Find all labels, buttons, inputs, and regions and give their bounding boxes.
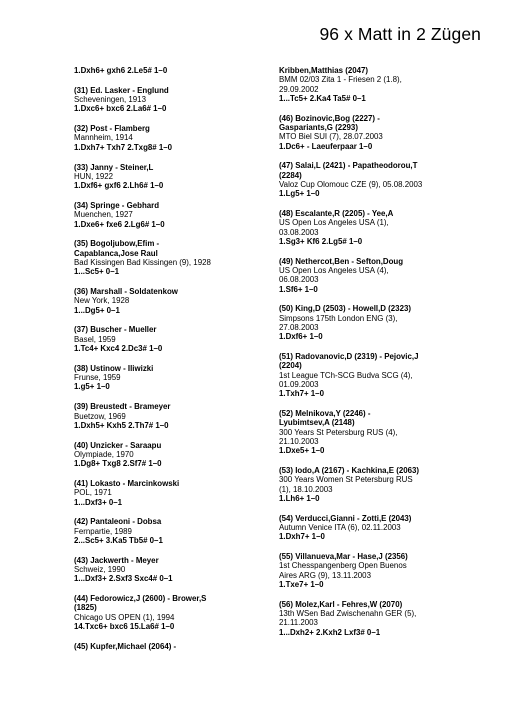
entry-heading-line: 1.Dxc6+ bxc6 2.La6# 1–0 xyxy=(74,104,167,114)
game-entry xyxy=(74,124,284,152)
entry-heading-line: 14.Txc6+ bxc6 15.La6# 1–0 xyxy=(74,622,175,632)
game-entry xyxy=(279,209,491,246)
entry-detail-line: 21.11.2003 xyxy=(279,618,318,628)
entry-detail-line: Basel, 1959 xyxy=(74,334,116,344)
entry-detail-line: MTO Biel SUI (7), 28.07.2003 xyxy=(279,132,383,142)
entry-heading-line: (52) Melnikova,Y (2246) - xyxy=(279,409,371,419)
entry-heading-line: (33) Janny - Steiner,L xyxy=(74,162,154,172)
game-entry xyxy=(279,161,491,198)
entry-heading-line: 1.Dxh6+ gxh6 2.Le5# 1–0 xyxy=(74,66,168,75)
entry-detail-line: US Open Los Angeles USA (4), xyxy=(279,266,389,276)
entry-detail-line: Muenchen, 1927 xyxy=(74,210,133,220)
entry-heading-line: 1.Dc6+ - Laeuferpaar 1–0 xyxy=(279,141,373,151)
game-entry xyxy=(279,552,491,589)
entry-detail-line: Fernpartie, 1989 xyxy=(74,526,132,536)
entry-heading-line: (49) Nethercot,Ben - Sefton,Doug xyxy=(279,256,404,266)
entry-heading-line: (1825) xyxy=(74,603,97,613)
entry-heading-line: (45) Kupfer,Michael (2064) - xyxy=(74,641,177,651)
game-entry xyxy=(279,257,491,294)
entry-detail-line: 06.08.2003 xyxy=(279,275,319,285)
game-entry xyxy=(74,517,284,545)
left-column xyxy=(74,66,284,662)
entry-detail-line: Scheveningen, 1913 xyxy=(74,95,146,105)
entry-heading-line: Capablanca,Jose Raul xyxy=(74,248,158,258)
entry-detail-line: Autumn Venice ITA (6), 02.11.2003 xyxy=(279,523,401,533)
entry-heading-line: 1.Tc4+ Kxc4 2.Dc3# 1–0 xyxy=(74,344,163,354)
right-column xyxy=(279,66,491,648)
game-entry xyxy=(74,66,284,75)
entry-heading-line: (42) Pantaleoni - Dobsa xyxy=(74,517,162,527)
entry-heading-line: 1...Dg5+ 0–1 xyxy=(74,305,120,315)
entry-heading-line: 1.Lh6+ 1–0 xyxy=(279,493,320,503)
entry-heading-line: 1...Tc5+ 2.Ka4 Ta5# 0–1 xyxy=(279,93,366,103)
entry-heading-line: (31) Ed. Lasker - Englund xyxy=(74,85,169,95)
entry-detail-line: Schweiz, 1990 xyxy=(74,565,126,575)
entry-heading-line: (56) Molez,Karl - Fehres,W (2070) xyxy=(279,599,403,609)
game-entry xyxy=(279,304,491,341)
entry-detail-line: BMM 02/03 Zita 1 - Friesen 2 (1.8), xyxy=(279,75,402,85)
entry-detail-line: 27.08.2003 xyxy=(279,323,319,333)
entry-heading-line: (2204) xyxy=(279,361,302,371)
entry-detail-line: Aires ARG (9), 13.11.2003 xyxy=(279,570,371,580)
game-entry xyxy=(74,163,284,191)
entry-heading-line: Lyubimtsev,A (2148) xyxy=(279,418,355,428)
game-entry xyxy=(279,114,491,151)
entry-heading-line: (54) Verducci,Gianni - Zotti,E (2043) xyxy=(279,513,412,523)
entry-detail-line: Simpsons 175th London ENG (3), xyxy=(279,313,398,323)
entry-detail-line: New York, 1928 xyxy=(74,296,130,306)
game-entry xyxy=(279,466,491,503)
game-entry xyxy=(74,86,284,114)
game-entry xyxy=(279,352,491,398)
entry-heading-line: 1.Dxh7+ Txh7 2.Txg8# 1–0 xyxy=(74,142,173,152)
entry-heading-line: (46) Bozinovic,Bog (2227) - xyxy=(279,113,380,123)
entry-detail-line: 21.10.2003 xyxy=(279,437,319,446)
entry-heading-line: 2...Sc5+ 3.Ka5 Tb5# 0–1 xyxy=(74,535,163,545)
entry-heading-line: 1.g5+ 1–0 xyxy=(74,382,110,392)
game-entry xyxy=(279,66,491,103)
entry-heading-line: 1.Sf6+ 1–0 xyxy=(279,284,318,294)
entry-detail-line: Buetzow, 1969 xyxy=(74,411,126,421)
entry-heading-line: (44) Fedorowicz,J (2600) - Brower,S xyxy=(74,594,207,604)
entry-heading-line: (55) Villanueva,Mar - Hase,J (2356) xyxy=(279,552,408,562)
entry-detail-line: Mannheim, 1914 xyxy=(74,133,133,143)
entry-heading-line: 1...Sc5+ 0–1 xyxy=(74,267,119,277)
entry-heading-line: 1.Dxh7+ 1–0 xyxy=(279,532,325,542)
entry-heading-line: 1...Dxh2+ 2.Kxh2 Lxf3# 0–1 xyxy=(279,627,381,637)
entry-heading-line: 1.Dg8+ Txg8 2.Sf7# 1–0 xyxy=(74,459,162,469)
entry-detail-line: Olympiade, 1970 xyxy=(74,449,134,459)
game-entry xyxy=(74,402,284,430)
game-entry xyxy=(279,600,491,637)
game-entry xyxy=(74,594,284,631)
entry-heading-line: (41) Lokasto - Marcinkowski xyxy=(74,479,180,488)
entry-detail-line: 300 Years Women St Petersburg RUS xyxy=(279,475,413,485)
entry-detail-line: 1st League TCh-SCG Budva SCG (4), xyxy=(279,370,413,380)
entry-detail-line: 1st Chesspangenberg Open Buenos xyxy=(279,561,407,571)
entry-heading-line: (51) Radovanovic,D (2319) - Pejovic,J xyxy=(279,352,419,362)
entry-detail-line: (1), 18.10.2003 xyxy=(279,484,333,494)
entry-heading-line: (38) Ustinow - Iliwizki xyxy=(74,363,154,373)
entry-heading-line: (53) Iodo,A (2167) - Kachkina,E (2063) xyxy=(279,466,420,476)
game-entry xyxy=(74,201,284,229)
entry-detail-line: HUN, 1922 xyxy=(74,171,114,181)
entry-heading-line: 1.Txe7+ 1–0 xyxy=(279,580,324,590)
game-entry xyxy=(74,441,284,469)
entry-heading-line: 1.Sg3+ Kf6 2.Lg5# 1–0 xyxy=(279,236,363,246)
game-entry xyxy=(74,239,284,276)
entry-heading-line: Gaspariants,G (2293) xyxy=(279,122,358,132)
entry-detail-line: 01.09.2003 xyxy=(279,380,319,390)
entry-detail-line: 03.08.2003 xyxy=(279,227,319,237)
game-entry xyxy=(279,409,491,455)
game-entry xyxy=(74,556,284,584)
entry-heading-line: Kribben,Matthias (2047) xyxy=(279,66,369,75)
entry-heading-line: (39) Breustedt - Brameyer xyxy=(74,402,171,412)
game-entry xyxy=(74,479,284,507)
entry-heading-line: (37) Buscher - Mueller xyxy=(74,325,157,335)
entry-heading-line: (40) Unzicker - Saraapu xyxy=(74,440,162,450)
entry-detail-line: 29.09.2002 xyxy=(279,84,319,94)
entry-heading-line: 1.Lg5+ 1–0 xyxy=(279,189,320,199)
entry-heading-line: (2284) xyxy=(279,170,302,180)
entry-heading-line: 1...Dxf3+ 0–1 xyxy=(74,497,123,507)
entry-detail-line: 300 Years St Petersburg RUS (4), xyxy=(279,427,398,437)
game-entry xyxy=(74,364,284,392)
entry-heading-line: (36) Marshall - Soldatenkow xyxy=(74,287,178,297)
entry-detail-line: POL, 1971 xyxy=(74,488,112,498)
entry-heading-line: 1.Dxe6+ fxe6 2.Lg6# 1–0 xyxy=(74,219,165,229)
entry-detail-line: Frunse, 1959 xyxy=(74,373,121,383)
entry-heading-line: (48) Escalante,R (2205) - Yee,A xyxy=(279,209,394,219)
entry-heading-line: 1...Dxf3+ 2.Sxf3 Sxc4# 0–1 xyxy=(74,574,173,584)
entry-heading-line: 1.Dxf6+ 1–0 xyxy=(279,332,323,342)
entry-heading-line: (43) Jackwerth - Meyer xyxy=(74,555,159,565)
game-entry xyxy=(279,514,491,542)
game-entry xyxy=(74,287,284,315)
entry-heading-line: 1.Dxe5+ 1–0 xyxy=(279,446,325,456)
entry-heading-line: (47) Salai,L (2421) - Papatheodorou,T xyxy=(279,161,418,171)
page-title: 96 x Matt in 2 Zügen xyxy=(319,24,481,44)
entry-heading-line: (35) Bogoljubow,Efim - xyxy=(74,239,160,249)
entry-detail-line: Chicago US OPEN (1), 1994 xyxy=(74,612,175,622)
game-entry xyxy=(74,325,284,353)
entry-heading-line: (34) Springe - Gebhard xyxy=(74,200,160,210)
entry-heading-line: (32) Post - Flamberg xyxy=(74,124,150,134)
entry-heading-line: 1.Dxf6+ gxf6 2.Lh6# 1–0 xyxy=(74,181,164,191)
entry-heading-line: 1.Dxh5+ Kxh5 2.Th7# 1–0 xyxy=(74,420,169,430)
entry-detail-line: Valoz Cup Olomouc CZE (9), 05.08.2003 xyxy=(279,179,423,189)
entry-detail-line: 13th WSen Bad Zwischenahn GER (5), xyxy=(279,609,417,619)
entry-heading-line: 1.Txh7+ 1–0 xyxy=(279,389,324,399)
game-entry xyxy=(74,642,284,651)
entry-heading-line: (50) King,D (2503) - Howell,D (2323) xyxy=(279,304,411,314)
entry-detail-line: Bad Kissingen Bad Kissingen (9), 1928 xyxy=(74,257,211,267)
entry-detail-line: US Open Los Angeles USA (1), xyxy=(279,218,389,228)
